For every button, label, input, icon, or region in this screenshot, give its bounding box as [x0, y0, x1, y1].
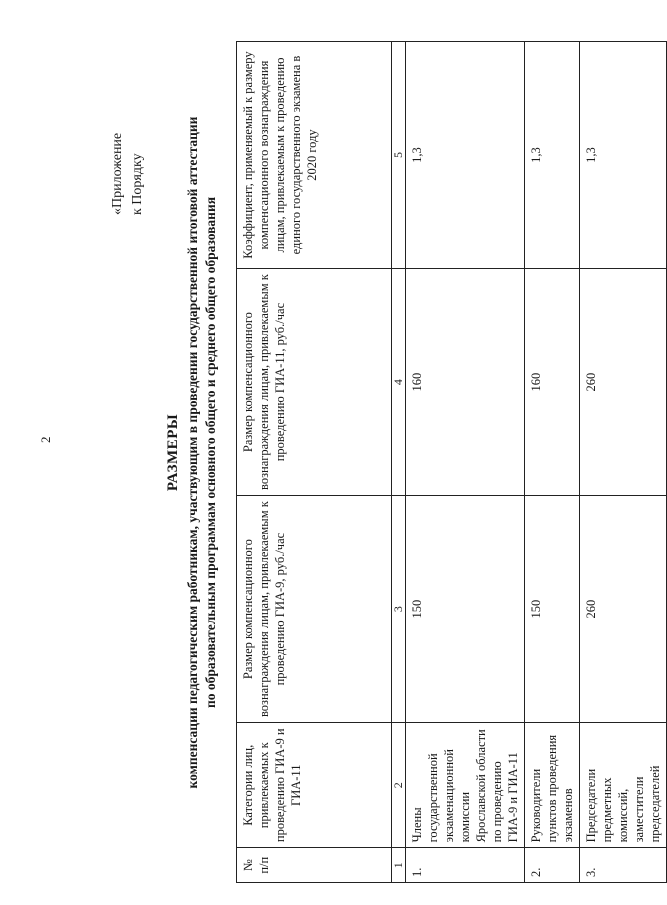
column-index: 3: [392, 496, 406, 723]
appendix-line-1: «Приложение: [110, 132, 125, 215]
row-coefficient: 1,3: [580, 42, 667, 269]
row-gia11-rate: 160: [525, 269, 580, 496]
row-gia9-rate: 150: [525, 496, 580, 723]
column-index: 5: [392, 42, 406, 269]
compensation-table: [236, 41, 667, 883]
row-number: 3.: [580, 848, 667, 883]
column-index-row: [392, 42, 406, 883]
table-row: [406, 42, 525, 883]
row-category: Члены государственной экзаменационной комиссии Ярославской области по проведению ГИА-9 и ГИА-11: [406, 723, 525, 848]
row-gia11-rate: 160: [406, 269, 525, 496]
row-category: Председатели предметных комиссий, заместители председателей: [580, 723, 667, 848]
row-coefficient: 1,3: [525, 42, 580, 269]
row-number: 2.: [525, 848, 580, 883]
appendix-note: [108, 85, 148, 215]
row-gia9-rate: 260: [580, 496, 667, 723]
document-subtitle-line-1: компенсации педагогическим работникам, участвующим в проведении государственной итоговой аттестации: [185, 116, 200, 789]
page-number: 2: [38, 436, 53, 443]
header-gia11-rate: Размер компенсационного вознаграждения лицам, привлекаемым к проведению ГИА-11, руб./час: [237, 269, 392, 496]
document-subtitle-line-2: по образовательным программам основного общего и среднего общего образования: [203, 196, 218, 709]
header-coefficient: Коэффициент, применяемый к размеру компенсационного вознаграждения лицам, привлекаемым к проведению единого государственного экзамена в 2020 году: [237, 42, 392, 269]
column-index: 1: [392, 848, 406, 883]
column-index: 4: [392, 269, 406, 496]
column-index: 2: [392, 723, 406, 848]
row-coefficient: 1,3: [406, 42, 525, 269]
header-category: Категории лиц, привлекаемых к проведению ГИА-9 и ГИА-11: [237, 723, 392, 848]
document-title: РАЗМЕРЫ: [165, 413, 181, 492]
row-number: 1.: [406, 848, 525, 883]
header-number: № п/п: [237, 848, 392, 883]
table-row: [525, 42, 580, 883]
row-category: Руководители пунктов проведения экзаменов: [525, 723, 580, 848]
row-gia9-rate: 150: [406, 496, 525, 723]
appendix-line-2: к Порядку: [130, 153, 145, 215]
header-gia9-rate: Размер компенсационного вознаграждения лицам, привлекаемым к проведению ГИА-9, руб./час: [237, 496, 392, 723]
table-row: [580, 42, 667, 883]
table-header-row: [237, 42, 392, 883]
heading-block: [162, 40, 220, 865]
row-gia11-rate: 260: [580, 269, 667, 496]
